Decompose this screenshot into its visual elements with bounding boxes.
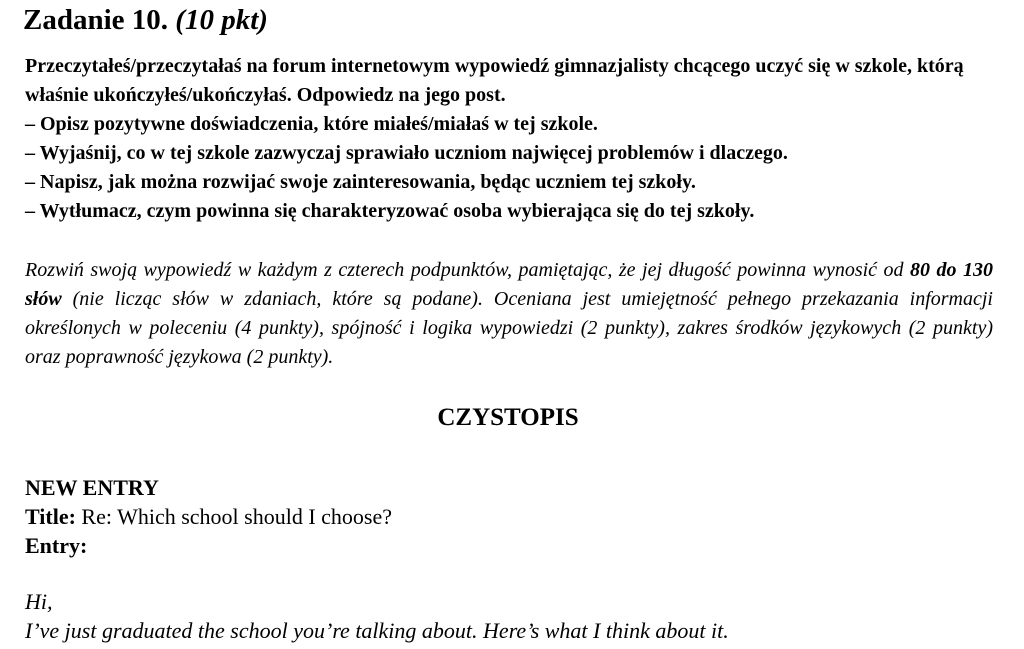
task-heading bbox=[23, 2, 268, 38]
task-bullet: – Opisz pozytywne doświadczenia, które miałeś/miałaś w tej szkole. bbox=[25, 113, 598, 135]
new-entry-label: NEW ENTRY bbox=[25, 475, 159, 500]
task-bullet: – Napisz, jak można rozwijać swoje zainteresowania, będąc uczniem tej szkoły. bbox=[25, 171, 696, 193]
entry-greeting: Hi, bbox=[25, 589, 53, 614]
task-points: (10 pkt) bbox=[175, 4, 268, 36]
task-bullet-list bbox=[25, 110, 1005, 226]
task-instructions bbox=[25, 52, 1005, 226]
task-bullet: – Wyjaśnij, co w tej szkole zazwyczaj sprawiało uczniom najwięcej problemów i dlaczego. bbox=[25, 142, 788, 164]
forum-entry-header bbox=[25, 473, 985, 560]
entry-title-value: Re: Which school should I choose? bbox=[81, 504, 393, 529]
word-range: 80 do 130 słów bbox=[25, 259, 994, 310]
entry-first-line: I’ve just graduated the school you’re talking about. Here’s what I think about it. bbox=[25, 618, 729, 643]
entry-title-label: Title: bbox=[25, 504, 76, 529]
grading-notes-part1: Rozwiń swoją wypowiedź w każdym z czterech podpunktów, pamiętając, że jej długość powinna wynosić od bbox=[25, 259, 911, 281]
entry-body-label: Entry: bbox=[25, 533, 88, 558]
clean-copy-title: CZYSTOPIS bbox=[437, 404, 579, 431]
grading-notes bbox=[25, 256, 993, 372]
entry-body bbox=[25, 587, 985, 645]
entry-title-row bbox=[25, 502, 985, 531]
task-bullet: – Wytłumacz, czym powinna się charakteryzować osoba wybierająca się do tej szkoły. bbox=[25, 200, 755, 222]
grading-notes-part2: (nie licząc słów w zdaniach, które są podane). Oceniana jest umiejętność pełnego przekazania informacji określonych w poleceniu (4 punkty), spójność i logika wypowiedzi (2 punkty), zakres środków językowych (2 punkty) oraz poprawność językowa (2 punkty). bbox=[25, 288, 993, 368]
task-number: Zadanie 10. bbox=[23, 4, 169, 36]
task-instruction-text: Przeczytałeś/przeczytałaś na forum internetowym wypowiedź gimnazjalisty chcącego uczyć się w szkole, którą właśnie ukończyłeś/ukończyłaś. Odpowiedz na jego post. bbox=[25, 55, 964, 106]
